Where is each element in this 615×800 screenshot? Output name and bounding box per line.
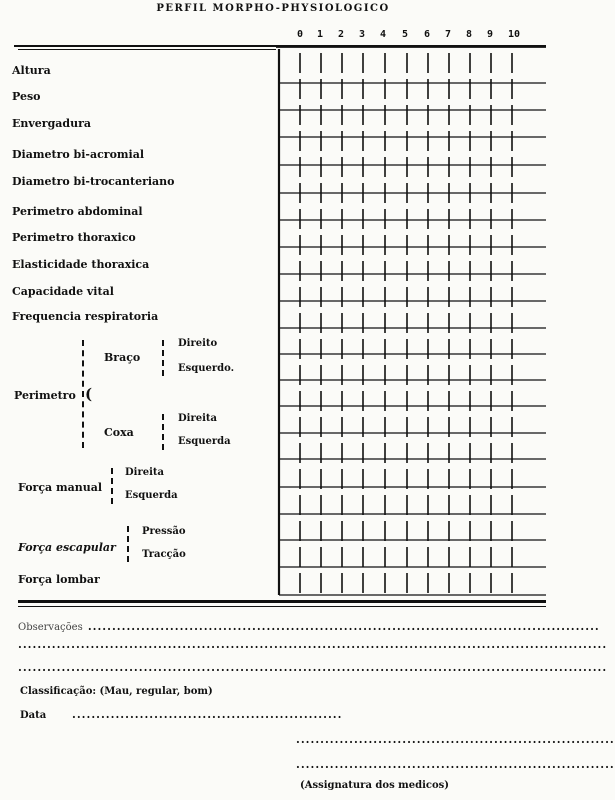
- form-title: PERFIL MORPHO-PHYSIOLOGICO: [156, 3, 390, 14]
- row-diametro-bi-acromial: Diametro bi-acromial: [12, 148, 145, 161]
- braco-label: Braço: [104, 351, 141, 364]
- perimetro-label: Perimetro: [14, 389, 76, 402]
- forca-manual-brace: [111, 468, 119, 504]
- row-envergadura: Envergadura: [12, 117, 91, 130]
- row-elasticidade-thoraxica: Elasticidade thoraxica: [12, 258, 150, 271]
- signature-line-1: ..................................................................: [296, 733, 615, 746]
- forca-manual-label: Força manual: [18, 481, 103, 494]
- top-rule-thin: [18, 49, 276, 50]
- coxa-direita: Direita: [178, 413, 217, 424]
- scale-6: 6: [424, 29, 431, 40]
- data-label: Data: [20, 710, 47, 721]
- scale-2: 2: [338, 29, 345, 40]
- braco-brace: [162, 340, 170, 376]
- perimetro-brace-tip: (: [85, 385, 93, 403]
- bottom-rule-thin: [18, 606, 546, 607]
- forca-lombar-label: Força lombar: [18, 573, 100, 586]
- scale-0: 0: [297, 29, 304, 40]
- row-capacidade-vital: Capacidade vital: [12, 285, 114, 298]
- braco-esquerdo: Esquerdo.: [178, 363, 235, 374]
- row-altura: Altura: [12, 64, 51, 77]
- scale-5: 5: [402, 29, 409, 40]
- bottom-rule: [18, 600, 546, 603]
- score-grid: [276, 47, 546, 597]
- forca-escapular-traccao: Tracção: [142, 549, 186, 560]
- scale-10: 10: [508, 29, 521, 40]
- assinatura-label: (Assignatura dos medicos): [300, 780, 450, 791]
- observacoes-label: Observações: [18, 622, 83, 633]
- data-dots: ........................................................: [72, 708, 343, 721]
- scale-4: 4: [380, 29, 387, 40]
- dotted-line-3: ..........................................................................................................................: [18, 661, 608, 674]
- scale-8: 8: [466, 29, 473, 40]
- coxa-label: Coxa: [104, 426, 134, 439]
- classificacao-label: Classificação: (Mau, regular, bom): [20, 686, 213, 697]
- forca-manual-direita: Direita: [125, 467, 164, 478]
- forca-escapular-label: Força escapular: [18, 541, 116, 554]
- row-frequencia-respiratoria: Frequencia respiratoria: [12, 310, 159, 323]
- braco-direito: Direito: [178, 338, 218, 349]
- observacoes-dots: ..........................................................................................................: [87, 620, 600, 633]
- row-diametro-bi-trocanteriano: Diametro bi-trocanteriano: [12, 175, 175, 188]
- row-peso: Peso: [12, 90, 41, 103]
- row-perimetro-abdominal: Perimetro abdominal: [12, 205, 143, 218]
- forca-manual-esquerda: Esquerda: [125, 490, 178, 501]
- forca-escapular-brace: [127, 526, 135, 562]
- scale-1: 1: [317, 29, 324, 40]
- scale-3: 3: [359, 29, 366, 40]
- row-perimetro-thoraxico: Perimetro thoraxico: [12, 231, 136, 244]
- signature-line-2: ..................................................................: [296, 758, 615, 771]
- coxa-brace: [162, 414, 170, 450]
- forca-escapular-pressao: Pressão: [142, 526, 186, 537]
- coxa-esquerda: Esquerda: [178, 436, 231, 447]
- observacoes-line: [18, 615, 600, 633]
- scale-9: 9: [487, 29, 494, 40]
- dotted-line-2: ..........................................................................................................................: [18, 638, 608, 651]
- scale-header: [297, 29, 546, 43]
- scale-7: 7: [445, 29, 452, 40]
